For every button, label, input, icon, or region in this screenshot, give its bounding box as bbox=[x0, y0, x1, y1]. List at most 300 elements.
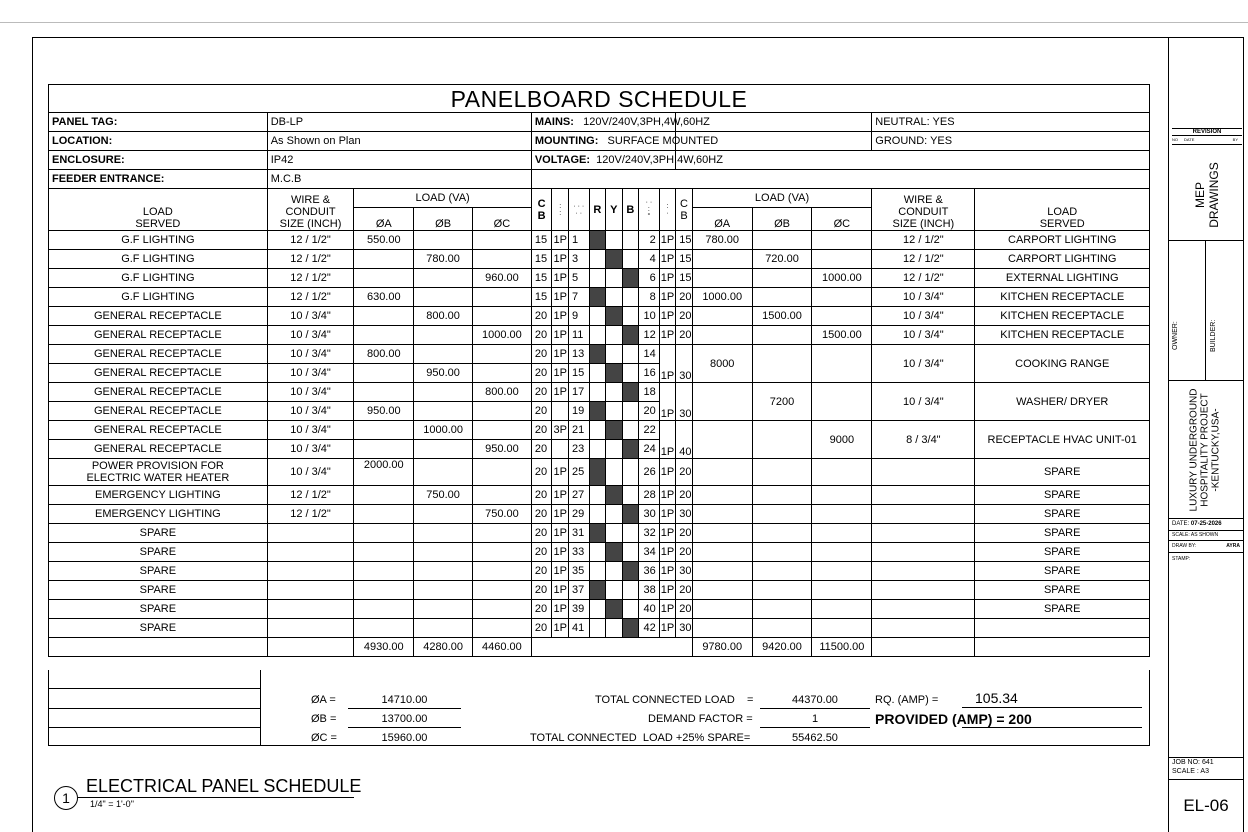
cell bbox=[692, 524, 752, 543]
phase-b-cell bbox=[622, 581, 639, 600]
cell: 10 / 3/4" bbox=[267, 421, 354, 440]
cell bbox=[872, 486, 975, 505]
cell bbox=[354, 250, 414, 269]
phase-y-cell bbox=[606, 524, 623, 543]
cell: 3 bbox=[568, 250, 589, 269]
cell: 1P bbox=[659, 562, 676, 581]
cell bbox=[414, 288, 473, 307]
builder-label: BUILDER: bbox=[1210, 319, 1217, 352]
cell: 20 bbox=[531, 562, 552, 581]
schedule-row bbox=[49, 581, 1150, 600]
cell: 31 bbox=[568, 524, 589, 543]
cell: 10 / 3/4" bbox=[872, 345, 975, 383]
cell: 20 bbox=[531, 402, 552, 421]
cell: 6 bbox=[639, 269, 660, 288]
cell: 20 bbox=[676, 307, 693, 326]
cell: 1P bbox=[552, 505, 569, 524]
cell bbox=[872, 459, 975, 486]
pc-label: ØC = bbox=[311, 732, 337, 744]
cell bbox=[354, 269, 414, 288]
cell bbox=[414, 581, 473, 600]
col-pb-right: ØB bbox=[752, 208, 812, 231]
cell: 20 bbox=[531, 459, 552, 486]
cell bbox=[354, 486, 414, 505]
cell: 20 bbox=[639, 402, 660, 421]
schedule-title: PANELBOARD SCHEDULE bbox=[48, 84, 1150, 112]
cell: GENERAL RECEPTACLE bbox=[49, 402, 268, 421]
cell: SPARE bbox=[49, 619, 268, 638]
phase-b-cell bbox=[622, 364, 639, 383]
tb-line-3 bbox=[1168, 518, 1244, 519]
panel-tag-value: DB-LP bbox=[267, 113, 531, 132]
cell bbox=[812, 383, 872, 421]
cell: GENERAL RECEPTACLE bbox=[49, 326, 268, 345]
cell: CARPORT LIGHTING bbox=[975, 231, 1150, 250]
cell: 1P bbox=[659, 383, 676, 421]
cell: GENERAL RECEPTACLE bbox=[49, 364, 268, 383]
cell: 18 bbox=[639, 383, 660, 402]
cell: G.F LIGHTING bbox=[49, 250, 268, 269]
cell: 13 bbox=[568, 345, 589, 364]
cell: CARPORT LIGHTING bbox=[975, 250, 1150, 269]
schedule-row bbox=[49, 600, 1150, 619]
phase-b-cell bbox=[622, 505, 639, 524]
cell: 1P bbox=[659, 619, 676, 638]
cell bbox=[975, 619, 1150, 638]
col-pb-left: ØB bbox=[414, 208, 473, 231]
cell bbox=[752, 486, 812, 505]
cell bbox=[473, 231, 532, 250]
phase-r-cell bbox=[589, 269, 606, 288]
cell: 23 bbox=[568, 440, 589, 459]
cell bbox=[414, 383, 473, 402]
cell bbox=[354, 440, 414, 459]
cell bbox=[354, 505, 414, 524]
total-rc: 11500.00 bbox=[812, 638, 872, 657]
cell: SPARE bbox=[49, 524, 268, 543]
cell: 15 bbox=[531, 269, 552, 288]
schedule-row bbox=[49, 307, 1150, 326]
phase-r-cell bbox=[589, 326, 606, 345]
phase-y-cell bbox=[606, 269, 623, 288]
col-wire: WIRE & CONDUIT SIZE (INCH) bbox=[267, 189, 354, 231]
cell: 20 bbox=[531, 307, 552, 326]
cell: 26 bbox=[639, 459, 660, 486]
schedule-row bbox=[49, 250, 1150, 269]
cell bbox=[473, 562, 532, 581]
cell: 1P bbox=[659, 421, 676, 459]
cell: 960.00 bbox=[473, 269, 532, 288]
tb-line-2 bbox=[1168, 380, 1244, 381]
cell: 1P bbox=[659, 543, 676, 562]
col-cb-left: C B bbox=[531, 189, 552, 231]
cell bbox=[752, 543, 812, 562]
cell: SPARE bbox=[49, 600, 268, 619]
col-b: B bbox=[622, 189, 639, 231]
cell: 3P bbox=[552, 421, 569, 440]
header-row-3 bbox=[49, 151, 1150, 170]
cell: 27 bbox=[568, 486, 589, 505]
cell: 41 bbox=[568, 619, 589, 638]
phase-b-cell bbox=[622, 326, 639, 345]
mains-cell bbox=[531, 113, 710, 132]
tb-line-1 bbox=[1168, 240, 1244, 241]
cell: 20 bbox=[531, 505, 552, 524]
df-underline bbox=[760, 727, 870, 728]
cell: 25 bbox=[568, 459, 589, 486]
phase-y-cell bbox=[606, 459, 623, 486]
cell: 20 bbox=[531, 345, 552, 364]
tb-line-7 bbox=[1168, 757, 1244, 758]
mounting-value: SURFACE MOUNTED bbox=[607, 135, 719, 147]
cell bbox=[812, 486, 872, 505]
cell: COOKING RANGE bbox=[975, 345, 1150, 383]
schedule-row bbox=[49, 562, 1150, 581]
cell bbox=[473, 421, 532, 440]
cell: 1P bbox=[552, 288, 569, 307]
panel-tag-label: PANEL TAG: bbox=[49, 113, 268, 132]
owner-label: OWNER: bbox=[1172, 321, 1179, 350]
cell: 2 bbox=[639, 231, 660, 250]
cell: 1P bbox=[552, 345, 569, 364]
cell: 21 bbox=[568, 421, 589, 440]
cell bbox=[267, 562, 354, 581]
schedule-row bbox=[49, 326, 1150, 345]
phase-r-cell bbox=[589, 288, 606, 307]
cell: 1P bbox=[659, 459, 676, 486]
cell: 1000.00 bbox=[692, 288, 752, 307]
cell: 30 bbox=[676, 383, 693, 421]
schedule-row bbox=[49, 459, 1150, 486]
cell bbox=[414, 543, 473, 562]
schedule-row bbox=[49, 421, 1150, 440]
cell bbox=[354, 619, 414, 638]
cell: 20 bbox=[676, 524, 693, 543]
cell: 800.00 bbox=[414, 307, 473, 326]
cell: 30 bbox=[676, 505, 693, 524]
cell: 550.00 bbox=[354, 231, 414, 250]
tcl-label: TOTAL CONNECTED LOAD = bbox=[595, 694, 754, 706]
phase-r-cell bbox=[589, 505, 606, 524]
schedule-row bbox=[49, 383, 1150, 402]
cell bbox=[267, 619, 354, 638]
cell bbox=[473, 250, 532, 269]
total-lc: 4460.00 bbox=[473, 638, 532, 657]
cell bbox=[354, 307, 414, 326]
cell: 950.00 bbox=[354, 402, 414, 421]
cell bbox=[692, 581, 752, 600]
cell bbox=[872, 600, 975, 619]
phase-y-cell bbox=[606, 600, 623, 619]
phase-b-cell bbox=[622, 421, 639, 440]
cell: 15 bbox=[531, 250, 552, 269]
cell bbox=[752, 421, 812, 459]
mains-label: MAINS: bbox=[534, 116, 574, 128]
cell: 11 bbox=[568, 326, 589, 345]
cell: 20 bbox=[531, 486, 552, 505]
col-y: Y bbox=[606, 189, 623, 231]
cell bbox=[473, 364, 532, 383]
phase-y-cell bbox=[606, 440, 623, 459]
col-pa-right: ØA bbox=[692, 208, 752, 231]
cell: EMERGENCY LIGHTING bbox=[49, 505, 268, 524]
phase-b-cell bbox=[622, 600, 639, 619]
phase-b-cell bbox=[622, 345, 639, 364]
cell: 10 / 3/4" bbox=[267, 459, 354, 486]
cell bbox=[872, 505, 975, 524]
pa-value: 14710.00 bbox=[381, 694, 428, 706]
rq-underline bbox=[962, 707, 1142, 708]
cell: 32 bbox=[639, 524, 660, 543]
cell bbox=[752, 562, 812, 581]
cell: 24 bbox=[639, 440, 660, 459]
cell bbox=[812, 345, 872, 383]
cell: SPARE bbox=[49, 581, 268, 600]
cell bbox=[473, 307, 532, 326]
cell bbox=[354, 562, 414, 581]
cell bbox=[473, 581, 532, 600]
pc-value: 15960.00 bbox=[381, 732, 428, 744]
job-number: JOB NO: 641 bbox=[1172, 759, 1214, 766]
cell: 1P bbox=[659, 486, 676, 505]
cell bbox=[752, 231, 812, 250]
cell: 950.00 bbox=[414, 364, 473, 383]
cell: 20 bbox=[531, 543, 552, 562]
cell: 1P bbox=[552, 364, 569, 383]
cell: 2000.00 bbox=[354, 459, 414, 486]
cell: 20 bbox=[676, 600, 693, 619]
schedule-row bbox=[49, 505, 1150, 524]
tcl-underline bbox=[760, 708, 870, 709]
total-ra: 9780.00 bbox=[692, 638, 752, 657]
cell: 1P bbox=[552, 326, 569, 345]
revision-label: REVISION bbox=[1172, 128, 1242, 136]
cell: 1P bbox=[552, 619, 569, 638]
cell: SPARE bbox=[975, 524, 1150, 543]
phase-b-cell bbox=[622, 440, 639, 459]
cell: SPARE bbox=[975, 562, 1150, 581]
cell bbox=[354, 543, 414, 562]
phase-r-cell bbox=[589, 581, 606, 600]
col-wire-right: WIRE & CONDUIT SIZE (INCH) bbox=[872, 189, 975, 231]
summary-line-2 bbox=[49, 708, 260, 709]
schedule-row bbox=[49, 524, 1150, 543]
pa-underline bbox=[348, 708, 461, 709]
cell: 750.00 bbox=[414, 486, 473, 505]
drawing-title: ELECTRICAL PANEL SCHEDULE bbox=[86, 776, 362, 796]
cell: KITCHEN RECEPTACLE bbox=[975, 326, 1150, 345]
cell: 15 bbox=[676, 231, 693, 250]
cell: SPARE bbox=[975, 459, 1150, 486]
cell: 20 bbox=[531, 581, 552, 600]
cell: 1P bbox=[659, 231, 676, 250]
cell: SPARE bbox=[975, 543, 1150, 562]
cell bbox=[812, 543, 872, 562]
cell bbox=[692, 250, 752, 269]
cell: 36 bbox=[639, 562, 660, 581]
cell: 29 bbox=[568, 505, 589, 524]
phase-y-cell bbox=[606, 250, 623, 269]
phase-r-cell bbox=[589, 231, 606, 250]
project-box bbox=[1170, 385, 1240, 515]
cell: 10 / 3/4" bbox=[267, 402, 354, 421]
cell: 10 / 3/4" bbox=[872, 383, 975, 421]
cell: 30 bbox=[676, 619, 693, 638]
col-pc-left: ØC bbox=[473, 208, 532, 231]
drawn-label: DRAW BY: bbox=[1172, 543, 1197, 549]
cell: KITCHEN RECEPTACLE bbox=[975, 288, 1150, 307]
rq-label: RQ. (AMP) = bbox=[875, 694, 939, 706]
cell bbox=[812, 524, 872, 543]
stamp-label: STAMP: bbox=[1172, 556, 1191, 562]
cell: 720.00 bbox=[752, 250, 812, 269]
pb-value: 13700.00 bbox=[381, 713, 428, 725]
cell: 1P bbox=[552, 269, 569, 288]
cell bbox=[414, 619, 473, 638]
cell bbox=[752, 600, 812, 619]
cell: 1P bbox=[552, 543, 569, 562]
cell bbox=[692, 562, 752, 581]
phase-b-cell bbox=[622, 543, 639, 562]
cell: 1P bbox=[552, 524, 569, 543]
location-value: As Shown on Plan bbox=[267, 132, 531, 151]
neutral: NEUTRAL: YES bbox=[872, 113, 1150, 132]
cell bbox=[354, 364, 414, 383]
schedule-row bbox=[49, 288, 1150, 307]
phase-y-cell bbox=[606, 543, 623, 562]
cell: 12 / 1/2" bbox=[872, 250, 975, 269]
cell: 10 / 3/4" bbox=[872, 288, 975, 307]
drawn-value: AYRA bbox=[1226, 543, 1240, 549]
tb-line-5 bbox=[1168, 540, 1244, 541]
phase-b-cell bbox=[622, 288, 639, 307]
cell bbox=[752, 505, 812, 524]
cell: 20 bbox=[531, 600, 552, 619]
total-la: 4930.00 bbox=[354, 638, 414, 657]
cell: 1P bbox=[659, 600, 676, 619]
phase-y-cell bbox=[606, 231, 623, 250]
cell: 39 bbox=[568, 600, 589, 619]
rev-by: BY bbox=[1232, 137, 1238, 142]
cell: KITCHEN RECEPTACLE bbox=[975, 307, 1150, 326]
cell: 20 bbox=[531, 619, 552, 638]
schedule-row bbox=[49, 345, 1150, 364]
cell: GENERAL RECEPTACLE bbox=[49, 440, 268, 459]
cell bbox=[552, 440, 569, 459]
cell bbox=[414, 326, 473, 345]
mains-value: 120V/240V,3PH,4W,60HZ bbox=[583, 116, 710, 128]
cell: 1P bbox=[552, 562, 569, 581]
cell bbox=[692, 383, 752, 421]
spare-value: 55462.50 bbox=[792, 732, 838, 744]
drawing-title-underline bbox=[78, 797, 354, 798]
cell bbox=[473, 345, 532, 364]
revision-header bbox=[1172, 137, 1242, 145]
cell: 12 / 1/2" bbox=[872, 231, 975, 250]
cell: 1P bbox=[659, 524, 676, 543]
cell: 20 bbox=[676, 326, 693, 345]
cell: 30 bbox=[676, 562, 693, 581]
cell bbox=[692, 269, 752, 288]
drawn-row bbox=[1172, 543, 1240, 549]
phase-y-cell bbox=[606, 307, 623, 326]
tcl-value: 44370.00 bbox=[792, 694, 838, 706]
cell bbox=[473, 543, 532, 562]
cell bbox=[692, 486, 752, 505]
cell: 15 bbox=[568, 364, 589, 383]
cell: 30 bbox=[676, 345, 693, 383]
cell bbox=[752, 288, 812, 307]
cell: 19 bbox=[568, 402, 589, 421]
sheet-number: EL-06 bbox=[1183, 796, 1229, 815]
rq-value: 105.34 bbox=[975, 690, 1018, 706]
cell bbox=[752, 345, 812, 383]
header-row-2 bbox=[49, 132, 1150, 151]
cell: 30 bbox=[639, 505, 660, 524]
cell: 40 bbox=[639, 600, 660, 619]
col-cb-right: C B bbox=[676, 189, 693, 231]
cell: 20 bbox=[531, 364, 552, 383]
cell: 12 / 1/2" bbox=[267, 231, 354, 250]
cell bbox=[752, 269, 812, 288]
col-pc-right: ØC bbox=[812, 208, 872, 231]
cell: 10 / 3/4" bbox=[267, 364, 354, 383]
discipline-box bbox=[1172, 155, 1242, 235]
cell: 1P bbox=[659, 505, 676, 524]
cell: 42 bbox=[639, 619, 660, 638]
phase-y-cell bbox=[606, 288, 623, 307]
cell: G.F LIGHTING bbox=[49, 288, 268, 307]
tb-line-4 bbox=[1168, 530, 1244, 531]
totals-row bbox=[49, 638, 1150, 657]
cell: 12 / 1/2" bbox=[267, 288, 354, 307]
cell: 780.00 bbox=[692, 231, 752, 250]
cell: SPARE bbox=[975, 581, 1150, 600]
df-value: 1 bbox=[811, 713, 819, 725]
col-pa-left: ØA bbox=[354, 208, 414, 231]
phase-y-cell bbox=[606, 364, 623, 383]
cell bbox=[752, 524, 812, 543]
cell bbox=[414, 600, 473, 619]
cell bbox=[414, 269, 473, 288]
cell: 20 bbox=[531, 524, 552, 543]
cell bbox=[552, 402, 569, 421]
cell bbox=[267, 581, 354, 600]
cell: 1P bbox=[552, 383, 569, 402]
cell bbox=[473, 600, 532, 619]
cell bbox=[267, 543, 354, 562]
phase-r-cell bbox=[589, 524, 606, 543]
panel-schedule-table bbox=[48, 112, 1150, 657]
mounting-cell bbox=[531, 132, 719, 151]
cell: G.F LIGHTING bbox=[49, 269, 268, 288]
cell: 800.00 bbox=[354, 345, 414, 364]
cell: 1P bbox=[659, 269, 676, 288]
phase-r-cell bbox=[589, 562, 606, 581]
cell bbox=[354, 600, 414, 619]
cell: 10 / 3/4" bbox=[267, 345, 354, 364]
cell bbox=[354, 326, 414, 345]
phase-y-cell bbox=[606, 619, 623, 638]
cell: 20 bbox=[676, 459, 693, 486]
cell bbox=[414, 440, 473, 459]
cell: 1P bbox=[659, 345, 676, 383]
rev-date: DATE bbox=[1184, 137, 1195, 142]
col-load-served: LOAD SERVED bbox=[49, 189, 268, 231]
cell bbox=[414, 562, 473, 581]
cell: 7 bbox=[568, 288, 589, 307]
cell: 15 bbox=[676, 269, 693, 288]
